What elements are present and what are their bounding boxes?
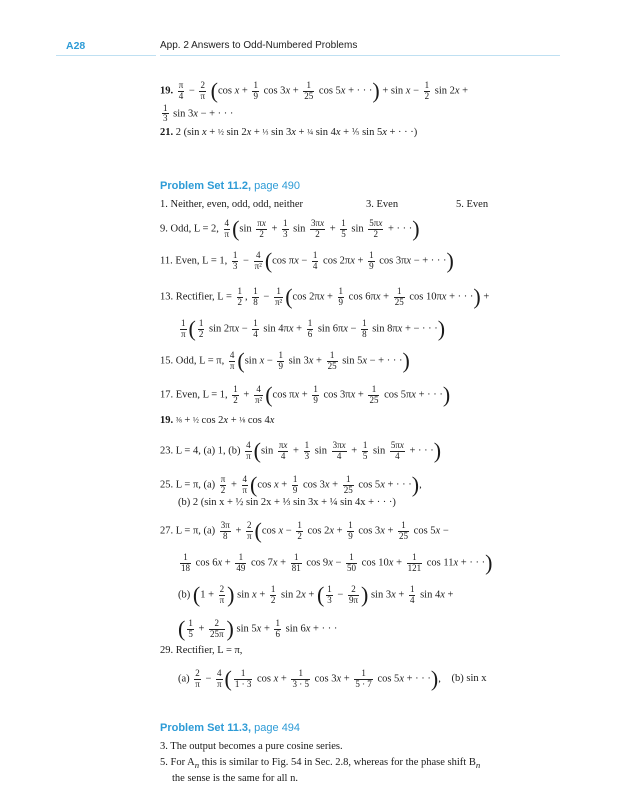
answer-15: 15. Odd, L = π, $\frac{4}{\pi}$ (sin x − $\frac{1}{9}$ sin 3x + $\frac{1}{25}$ sin 5x − + · · ·) (160, 348, 410, 373)
answer-11: 11. Even, L = 1, $\frac{1}{3}$ − $\frac{4}{\text{π²}}$ (cos πx − $\frac{1}{4}$ cos 2πx + $\frac{1}{9}$ cos 3πx − + · · ·) (160, 248, 454, 273)
header-rule-left (56, 55, 156, 56)
section-heading-11-3: Problem Set 11.3, page 494 (160, 722, 301, 734)
answer-25: 25. L = π, (a) $\frac{\pi}{2}$ + $\frac{4}{\pi}$ (cos x + $\frac{1}{9}$ cos 3x + $\frac{1}{25}$ cos 5x + · · ·), (160, 472, 422, 497)
running-title: App. 2 Answers to Odd-Numbered Problems (160, 40, 358, 51)
answer-17: 17. Even, L = 1, $\frac{1}{2}$ + $\frac{4}{\text{π²}}$ (cos πx + $\frac{1}{9}$ cos 3πx + $\frac{1}{25}$ cos 5πx + · · ·) (160, 382, 451, 407)
answer-s113-5-cont: the sense is the same for all n. (172, 773, 298, 784)
answer-27b: (b) (1 + $\frac{2}{\pi}$ ) sin x + $\frac{1}{2}$ sin 2x + ( $\frac{1}{3}$ − $\frac{2}{9\pi}$ ) sin 3x + $\frac{1}{4}$ sin 4x + (178, 582, 454, 607)
answer-13-cont: $\frac{1}{\pi}$ ( $\frac{1}{2}$ sin 2πx − $\frac{1}{4}$ sin 4πx + $\frac{1}{6}$ sin 6πx − $\frac{1}{8}$ sin 8πx + − · · ·) (181, 316, 446, 341)
answer-29: 29. Rectifier, L = π, (160, 645, 243, 656)
answer-19-top-cont: $\frac{1}{3}$ sin 3x − + · · · (163, 103, 234, 124)
section-heading-11-2: Problem Set 11.2, page 490 (160, 180, 301, 192)
answer-13: 13. Rectifier, L = $\frac{1}{2}$ , $\frac{1}{8}$ − $\frac{1}{\text{π²}}$ (cos 2πx + $\frac{1}{9}$ cos 6πx + $\frac{1}{25}$ cos 10πx + · · ·) + (160, 284, 490, 309)
answer-s113-3: 3. The output becomes a pure cosine series. (160, 741, 343, 752)
answer-27b-cont: ( $\frac{1}{5}$ + $\frac{2}{25\pi}$ ) sin 5x + $\frac{1}{6}$ sin 6x + · · · (178, 616, 338, 641)
page-number: A28 (66, 40, 86, 52)
page-header (0, 38, 639, 60)
answer-29a: (a) $\frac{2}{\pi}$ − $\frac{4}{\pi}$ ( $\frac{1}{1 \cdot 3}$ cos x + $\frac{1}{3 \cdot 5}$ cos 3x + $\frac{1}{5 \cdot 7}$ cos 5x + · · ·), (b) sin x (178, 666, 487, 691)
answer-25b: (b) 2 (sin x + ½ sin 2x + ⅓ sin 3x + ¼ sin 4x + · · ·) (178, 497, 396, 508)
answers-1-3-5: 1. Neither, even, odd, odd, neither 3. Even 5. Even (160, 199, 489, 210)
answer-21: 21. 2 (sin x + ½ sin 2x + ⅓ sin 3x + ¼ sin 4x + ⅕ sin 5x + · · ·) (160, 127, 418, 138)
answer-27: 27. L = π, (a) $\frac{3\pi}{8}$ + $\frac{2}{\pi}$ (cos x − $\frac{1}{2}$ cos 2x + $\frac{1}{9}$ cos 3x + $\frac{1}{25}$ cos 5x − (160, 518, 449, 543)
answer-s113-5: 5. For $A_n$ this is similar to Fig. 54 in Sec. 2.8, whereas for the phase shift $B_n$ (160, 757, 481, 771)
answer-23: 23. L = 4, (a) 1, (b) $\frac{4}{\pi}$ (sin $\frac{\pi x}{4}$ + $\frac{1}{3}$ sin $\frac{3\pi x}{4}$ + $\frac{1}{5}$ sin $\frac{5\pi x}{4}$ + · · ·) (160, 438, 442, 463)
answer-19: 19. ⅜ + ½ cos 2x + ⅛ cos 4x (160, 415, 275, 426)
header-rule (160, 55, 560, 56)
answer-19-top: 19. $\frac{\pi}{4}$ − $\frac{2}{\pi}$ (cos x + $\frac{1}{9}$ cos 3x + $\frac{1}{25}$ cos 5x + · · ·) + sin x − $\frac{1}{2}$ sin 2x + (160, 78, 469, 103)
answer-27-cont: $\frac{1}{18}$ cos 6x + $\frac{1}{49}$ cos 7x + $\frac{1}{81}$ cos 9x − $\frac{1}{50}$ cos 10x + $\frac{1}{121}$ cos 11x + · · ·) (181, 550, 493, 575)
answer-9: 9. Odd, L = 2, $\frac{4}{\pi}$ (sin $\frac{\pi x}{2}$ + $\frac{1}{3}$ sin $\frac{3\pi x}{2}$ + $\frac{1}{5}$ sin $\frac{5\pi x}{2}$ + · · ·) (160, 216, 420, 241)
